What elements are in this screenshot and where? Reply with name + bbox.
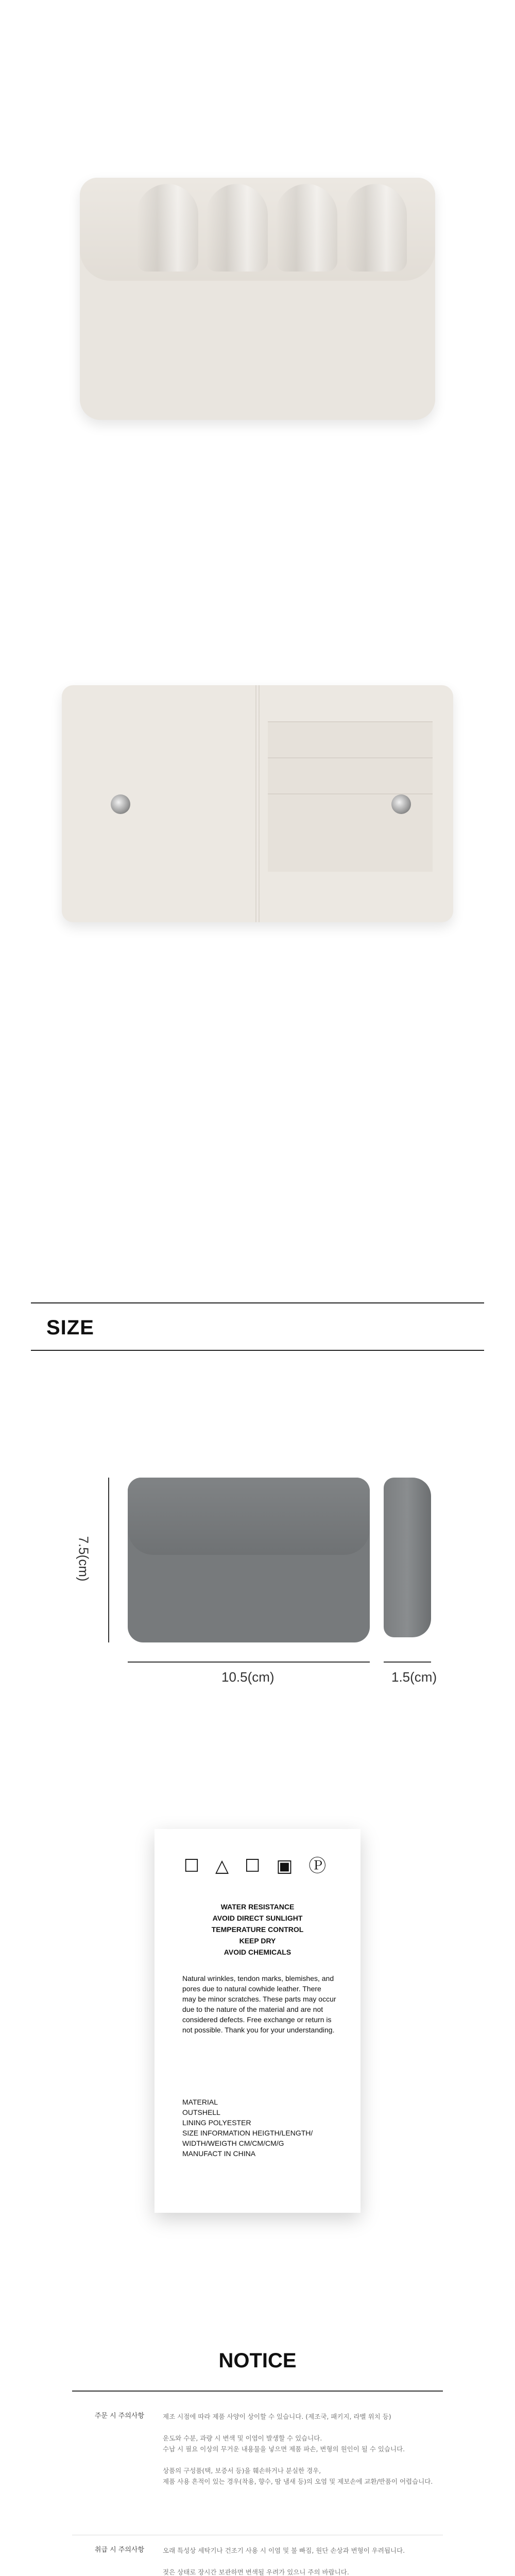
divider	[31, 1350, 484, 1351]
snap-button	[391, 794, 411, 814]
warning-line: AVOID DIRECT SUNLIGHT	[212, 1914, 303, 1922]
care-label-card	[154, 1829, 360, 2213]
divider	[31, 1302, 484, 1303]
size-front-image	[128, 1478, 370, 1642]
warning-line: AVOID CHEMICALS	[224, 1948, 291, 1956]
depth-dimension-line	[384, 1662, 431, 1663]
wallet-open-image	[62, 685, 453, 922]
no-iron-icon: ☐	[245, 1856, 266, 1876]
notice-text: 오래 특성상 세탁기나 건조기 사용 시 이염 및 불 빠짐, 원단 손상과 변형이 우려됩니다. 젖은 상태로 장시간 보관하면 변색될 우려가 있으니 주의 바랍니다.	[163, 2547, 405, 2576]
size-side-image	[384, 1478, 431, 1637]
notice-title: NOTICE	[218, 2349, 297, 2372]
pleat	[136, 184, 198, 272]
no-bleach-icon: △	[215, 1856, 234, 1876]
width-label: 10.5(cm)	[221, 1669, 274, 1685]
care-icons-row	[154, 1852, 360, 1877]
product-photo-open	[0, 562, 515, 1154]
warning-line: TEMPERATURE CONTROL	[211, 1925, 304, 1934]
pleat	[206, 184, 268, 272]
size-title: SIZE	[46, 1316, 94, 1339]
material-line: WIDTH/WEIGTH CM/CM/CM/G	[182, 2139, 284, 2147]
width-dimension-line	[128, 1662, 370, 1663]
wallet-flap	[80, 178, 435, 281]
warning-line: WATER RESISTANCE	[220, 1903, 295, 1911]
material-line: LINING POLYESTER	[182, 2119, 251, 2127]
material-line: MATERIAL	[182, 2098, 218, 2106]
height-dimension-line	[108, 1478, 109, 1642]
depth-label: 1.5(cm)	[391, 1669, 437, 1685]
snap-button	[111, 794, 130, 814]
notice-text: 제조 시점에 따라 제품 사양이 상이할 수 있습니다. (제조국, 패키지, 라벨 위치 등) 운도와 수분, 과량 시 변색 및 이염이 발생할 수 있습니다. 수납 시 필요 이상의 무거운 내용물을 넣으면 제품 파손, 변형의 원인이 될 수 있습니다. 상품의 구성품(택, 보증서 등)을 훼손하거나 분실한 경우, 제품 사용 흔적이 있는 경우(착용, 향수, 땀 냄새 등)의 오염 및 제보손에 교환/반품이 어렵습니다.	[163, 2413, 433, 2485]
professional-clean-icon: Ⓟ	[308, 1856, 332, 1876]
height-label: 7.5(cm)	[76, 1536, 92, 1582]
wallet-flap	[128, 1478, 370, 1555]
no-tumble-dry-icon: ▣	[276, 1856, 298, 1876]
material-line: MANUFACT IN CHINA	[182, 2149, 256, 2158]
material-line: SIZE INFORMATION HEIGTH/LENGTH/	[182, 2129, 313, 2137]
care-description: Natural wrinkles, tendon marks, blemishes, and pores due to natural cowhide leather. There may be minor scratches. These parts may occur due to the nature of the material and are not considered defects. Free exchange or return is not possible. Thank you for your understanding.	[182, 1974, 336, 2034]
pleat	[345, 184, 407, 272]
material-info	[182, 2097, 337, 2159]
wallet-fold	[255, 685, 260, 922]
warning-line: KEEP DRY	[239, 1937, 276, 1945]
notice-label: 주문 시 주의사항	[94, 2412, 144, 2420]
notice-rule	[72, 2391, 443, 2392]
product-photo-front	[0, 0, 515, 562]
wallet-front-image	[80, 178, 435, 420]
no-wash-icon: ☐	[183, 1856, 205, 1876]
pleat	[276, 184, 337, 272]
material-line: OUTSHELL	[182, 2108, 220, 2116]
care-warnings	[154, 1901, 360, 1958]
notice-label: 취급 시 주의사항	[94, 2546, 144, 2554]
